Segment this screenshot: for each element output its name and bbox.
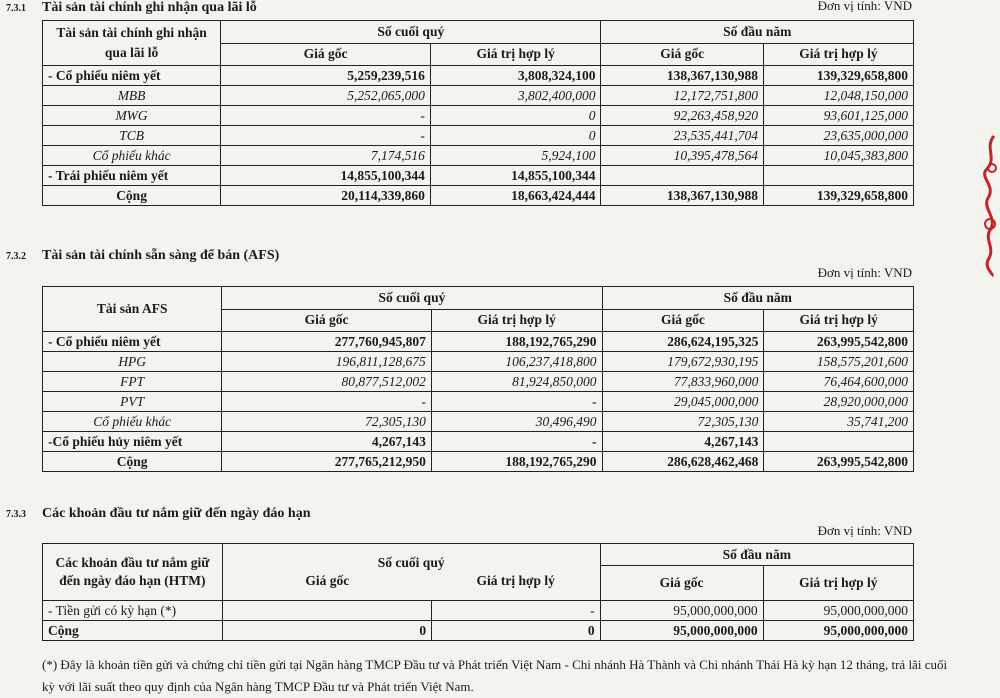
row-value: 18,663,424,444 (430, 186, 601, 206)
row-value: - (222, 392, 431, 412)
row-value: 95,000,000,000 (600, 621, 763, 641)
row-value: - (432, 601, 600, 621)
row-value: 286,628,462,468 (602, 452, 764, 472)
table-row (43, 621, 914, 641)
row-value: 77,833,960,000 (602, 372, 764, 392)
group-header-end-quarter-text: Số cuối quý (377, 555, 445, 570)
row-value: 12,172,751,800 (601, 86, 763, 106)
row-value: 4,267,143 (222, 432, 431, 452)
row-label: Cộng (43, 186, 221, 206)
row-value: 10,045,383,800 (763, 146, 913, 166)
row-value: 5,259,239,516 (221, 66, 431, 86)
sub-header-fair: Giá trị hợp lý (763, 566, 913, 601)
red-seal-stamp (978, 128, 1000, 278)
row-value: 0 (430, 126, 601, 146)
row-label: -Cổ phiếu hủy niêm yết (43, 432, 222, 452)
unit-label-732: Đơn vị tính: VND (817, 265, 912, 280)
row-value: 277,760,945,807 (222, 332, 431, 352)
row-value: 263,995,542,800 (764, 332, 914, 352)
group-header-end-quarter (222, 544, 600, 601)
col-header-label: Tài sản tài chính ghi nhận qua lãi lỗ (43, 21, 221, 66)
row-value: 14,855,100,344 (430, 166, 601, 186)
sub-header-cost: Giá gốc (601, 43, 763, 66)
row-value: 0 (432, 621, 600, 641)
row-value (764, 432, 914, 452)
row-value: 188,192,765,290 (431, 332, 602, 352)
row-value: 72,305,130 (602, 412, 764, 432)
row-value: 10,395,478,564 (601, 146, 763, 166)
sub-header-cost: Giá gốc (221, 43, 431, 66)
row-value: - (221, 106, 431, 126)
sub-header-fair: Giá trị hợp lý (764, 309, 914, 332)
unit-label-731: Đơn vị tính: VND (817, 0, 912, 13)
row-value: 138,367,130,988 (601, 66, 763, 86)
row-value (222, 601, 431, 621)
row-value: 20,114,339,860 (221, 186, 431, 206)
row-value: 5,924,100 (430, 146, 601, 166)
row-label: HPG (43, 352, 222, 372)
row-label: - Trái phiếu niêm yết (43, 166, 221, 186)
sub-header-fair: Giá trị hợp lý (476, 573, 555, 588)
row-value: 3,808,324,100 (430, 66, 601, 86)
row-value: 138,367,130,988 (601, 186, 763, 206)
group-header-end-quarter: Số cuối quý (222, 287, 602, 310)
row-value: 23,535,441,704 (601, 126, 763, 146)
sub-header-cost: Giá gốc (602, 309, 764, 332)
row-value: 7,174,516 (221, 146, 431, 166)
row-label: Cộng (43, 621, 223, 641)
table-row (43, 452, 914, 472)
row-value: - (221, 126, 431, 146)
sub-header-cost: Giá gốc (222, 309, 431, 332)
table-row (43, 126, 914, 146)
fvtpl-table (42, 20, 914, 206)
row-label: Cổ phiếu khác (43, 412, 222, 432)
row-value: 92,263,458,920 (601, 106, 763, 126)
row-label: FPT (43, 372, 222, 392)
table-row (43, 601, 914, 621)
row-value: 3,802,400,000 (430, 86, 601, 106)
sub-header-fair: Giá trị hợp lý (763, 43, 913, 66)
row-label: TCB (43, 126, 221, 146)
section-title-731: 7.3.1 Tài sản tài chính ghi nhận qua lãi lỗ (6, 0, 257, 15)
row-value: 277,765,212,950 (222, 452, 431, 472)
row-label: - Cổ phiếu niêm yết (43, 332, 222, 352)
table-row (43, 86, 914, 106)
section-title-732: 7.3.2 Tài sản tài chính sẵn sàng để bán (AFS) (6, 248, 280, 263)
row-value: - (431, 392, 602, 412)
row-value: 76,464,600,000 (764, 372, 914, 392)
row-value: 95,000,000,000 (763, 601, 913, 621)
row-value: 81,924,850,000 (431, 372, 602, 392)
row-value: 12,048,150,000 (763, 86, 913, 106)
sub-header-cost: Giá gốc (305, 573, 350, 588)
footnote: (*) Đây là khoản tiền gửi và chứng chỉ tiền gửi tại Ngân hàng TMCP Đầu tư và Phát triển Việt Nam - Chi nhánh Hà Thành và Chi nhánh Thái Hà kỳ hạn 12 tháng, trả lãi cuối kỳ với lãi suất theo quy định của Ngân hàng TMCP Đầu tư và Phát triển Việt Nam. (42, 657, 948, 694)
sub-header-fair: Giá trị hợp lý (431, 309, 602, 332)
row-value: 5,252,065,000 (221, 86, 431, 106)
row-value: 0 (222, 621, 431, 641)
row-value (763, 166, 913, 186)
row-value: 196,811,128,675 (222, 352, 431, 372)
sub-header-cost: Giá gốc (600, 566, 763, 601)
afs-table (42, 286, 914, 472)
table-row (43, 372, 914, 392)
row-label: MWG (43, 106, 221, 126)
row-value: 28,920,000,000 (764, 392, 914, 412)
row-value: 139,329,658,800 (763, 186, 913, 206)
row-value: - (431, 432, 602, 452)
row-value: 72,305,130 (222, 412, 431, 432)
row-value: 80,877,512,002 (222, 372, 431, 392)
row-label: - Cổ phiếu niêm yết (43, 66, 221, 86)
row-label: MBB (43, 86, 221, 106)
row-value: 179,672,930,195 (602, 352, 764, 372)
group-header-start-year: Số đầu năm (600, 544, 913, 566)
table-row (43, 186, 914, 206)
unit-label-733: Đơn vị tính: VND (817, 523, 912, 538)
group-header-start-year: Số đầu năm (602, 287, 913, 310)
htm-table (42, 543, 914, 641)
table-row (43, 412, 914, 432)
section-title-733: 7.3.3 Các khoản đầu tư nắm giữ đến ngày đáo hạn (6, 506, 311, 521)
table-row (43, 166, 914, 186)
table-row (43, 332, 914, 352)
row-value: 0 (430, 106, 601, 126)
row-value: 4,267,143 (602, 432, 764, 452)
row-value: 158,575,201,600 (764, 352, 914, 372)
row-value: 286,624,195,325 (602, 332, 764, 352)
row-value: 23,635,000,000 (763, 126, 913, 146)
col-header-label: Tài sản AFS (43, 287, 222, 332)
row-value: 95,000,000,000 (763, 621, 913, 641)
sub-header-fair: Giá trị hợp lý (430, 43, 601, 66)
table-row (43, 432, 914, 452)
table-row (43, 106, 914, 126)
row-label: - Tiền gửi có kỳ hạn (*) (43, 601, 223, 621)
group-header-end-quarter: Số cuối quý (221, 21, 601, 44)
row-value: 95,000,000,000 (600, 601, 763, 621)
table-row (43, 392, 914, 412)
table-row (43, 352, 914, 372)
row-value: 30,496,490 (431, 412, 602, 432)
row-value (601, 166, 763, 186)
group-header-start-year: Số đầu năm (601, 21, 914, 44)
row-value: 139,329,658,800 (763, 66, 913, 86)
sub-header-row-end-quarter (223, 572, 600, 590)
col-header-label: Các khoản đầu tư nắm giữ đến ngày đáo hạn (HTM) (43, 544, 223, 601)
row-value: 29,045,000,000 (602, 392, 764, 412)
row-value: 14,855,100,344 (221, 166, 431, 186)
row-value: 35,741,200 (764, 412, 914, 432)
row-label: Cộng (43, 452, 222, 472)
row-value: 263,995,542,800 (764, 452, 914, 472)
row-value: 188,192,765,290 (431, 452, 602, 472)
row-value: 106,237,418,800 (431, 352, 602, 372)
row-label: PVT (43, 392, 222, 412)
table-row (43, 146, 914, 166)
row-label: Cổ phiếu khác (43, 146, 221, 166)
table-row (43, 66, 914, 86)
row-value: 93,601,125,000 (763, 106, 913, 126)
